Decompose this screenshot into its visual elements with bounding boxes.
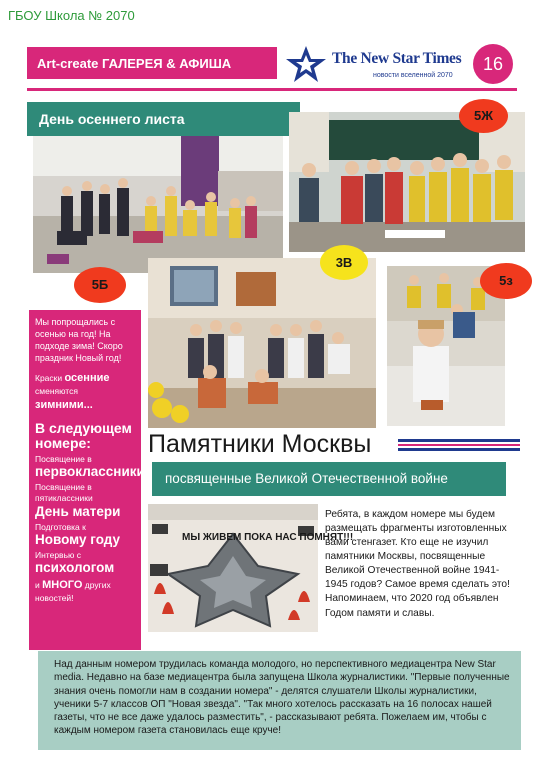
header-divider	[27, 88, 517, 91]
star-logo-icon	[285, 45, 327, 83]
monuments-title: Памятники Москвы	[148, 430, 372, 458]
sidebar-next-title: В следующем номере:	[35, 419, 132, 452]
photo-class-3v	[148, 258, 376, 428]
sidebar-next-item: Интервью с	[35, 549, 81, 560]
photo-class-5b	[33, 136, 283, 273]
decorative-lines	[398, 438, 520, 452]
sidebar-next-item: первоклассники	[35, 463, 145, 479]
page-number: 16	[473, 44, 513, 84]
logo-title: The New Star Times	[332, 50, 462, 67]
sidebar-word-many: МНОГО	[42, 579, 83, 592]
sidebar-next-item: Подготовка к	[35, 521, 86, 532]
sidebar-next-item: Посвящение в пятиклассники	[35, 481, 93, 504]
sidebar-text: Краски	[35, 372, 65, 383]
logo-subtitle: новости вселенной 2070	[373, 72, 453, 79]
class-badge-5b: 5Б	[74, 267, 126, 303]
monuments-article: Ребята, в каждом номере мы будем размещать фрагменты изготовленных вами стенгазет. Кто еще не изучил памятники Москвы, посвященные Великой Отечественной войне 1941-1945 годов? Самое время сделать это! Напоминаем, что 2020 год объявлен Годом памяти и славы.	[325, 509, 510, 619]
poster-caption: МЫ ЖИВЕМ ПОКА НАС ПОМНЯТ!!!	[182, 532, 354, 543]
section-title: Art-create ГАЛЕРЕЯ & АФИША	[27, 47, 277, 79]
poster-photo	[148, 504, 354, 632]
monuments-subtitle: посвященные Великой Отечественной войне	[152, 462, 506, 496]
sidebar-next-item: психологом	[35, 560, 115, 576]
footer-credits: Над данным номером трудилась команда молодого, но перспективного медиацентра New Star media. Недавно на базе медиацентра была запущена Школа журналистики. "Первые полученные знания очень помогли нам в создании номера" - делятся слушатели Школы журналистики, ученики 5-7 классов ОП "Новая звезда". "Так много хотелось рассказать на 16 полосах нашей газеты, что не все даже удалось разместить", - рассказывают ребята. Пожелаем им, чтобы с каждым номером газета становилась еще круче!	[38, 651, 521, 750]
class-badge-5z: 5з	[480, 263, 532, 299]
photo-class-5zh	[289, 112, 525, 252]
sidebar-box	[29, 310, 145, 650]
school-name: ГБОУ Школа № 2070	[8, 8, 135, 23]
sidebar-intro: Мы попрощались с осенью на год! На подходе зима! Скоро праздник Новый год!	[35, 317, 123, 364]
sidebar-next-item: Посвящение в	[35, 453, 92, 464]
class-badge-5zh: 5Ж	[459, 99, 508, 133]
sidebar-word-winter: зимними...	[35, 398, 93, 411]
sidebar-text: сменяются	[35, 386, 78, 397]
sidebar-text: других новостей!	[35, 580, 111, 604]
sidebar-word-autumn: осенние	[64, 371, 110, 384]
autumn-title: День осеннего листа	[27, 102, 300, 136]
sidebar-next-item: Новому году	[35, 532, 121, 548]
sidebar-text: и	[35, 580, 43, 591]
sidebar-next-item: День матери	[35, 503, 121, 519]
class-badge-3v: 3В	[320, 245, 368, 280]
